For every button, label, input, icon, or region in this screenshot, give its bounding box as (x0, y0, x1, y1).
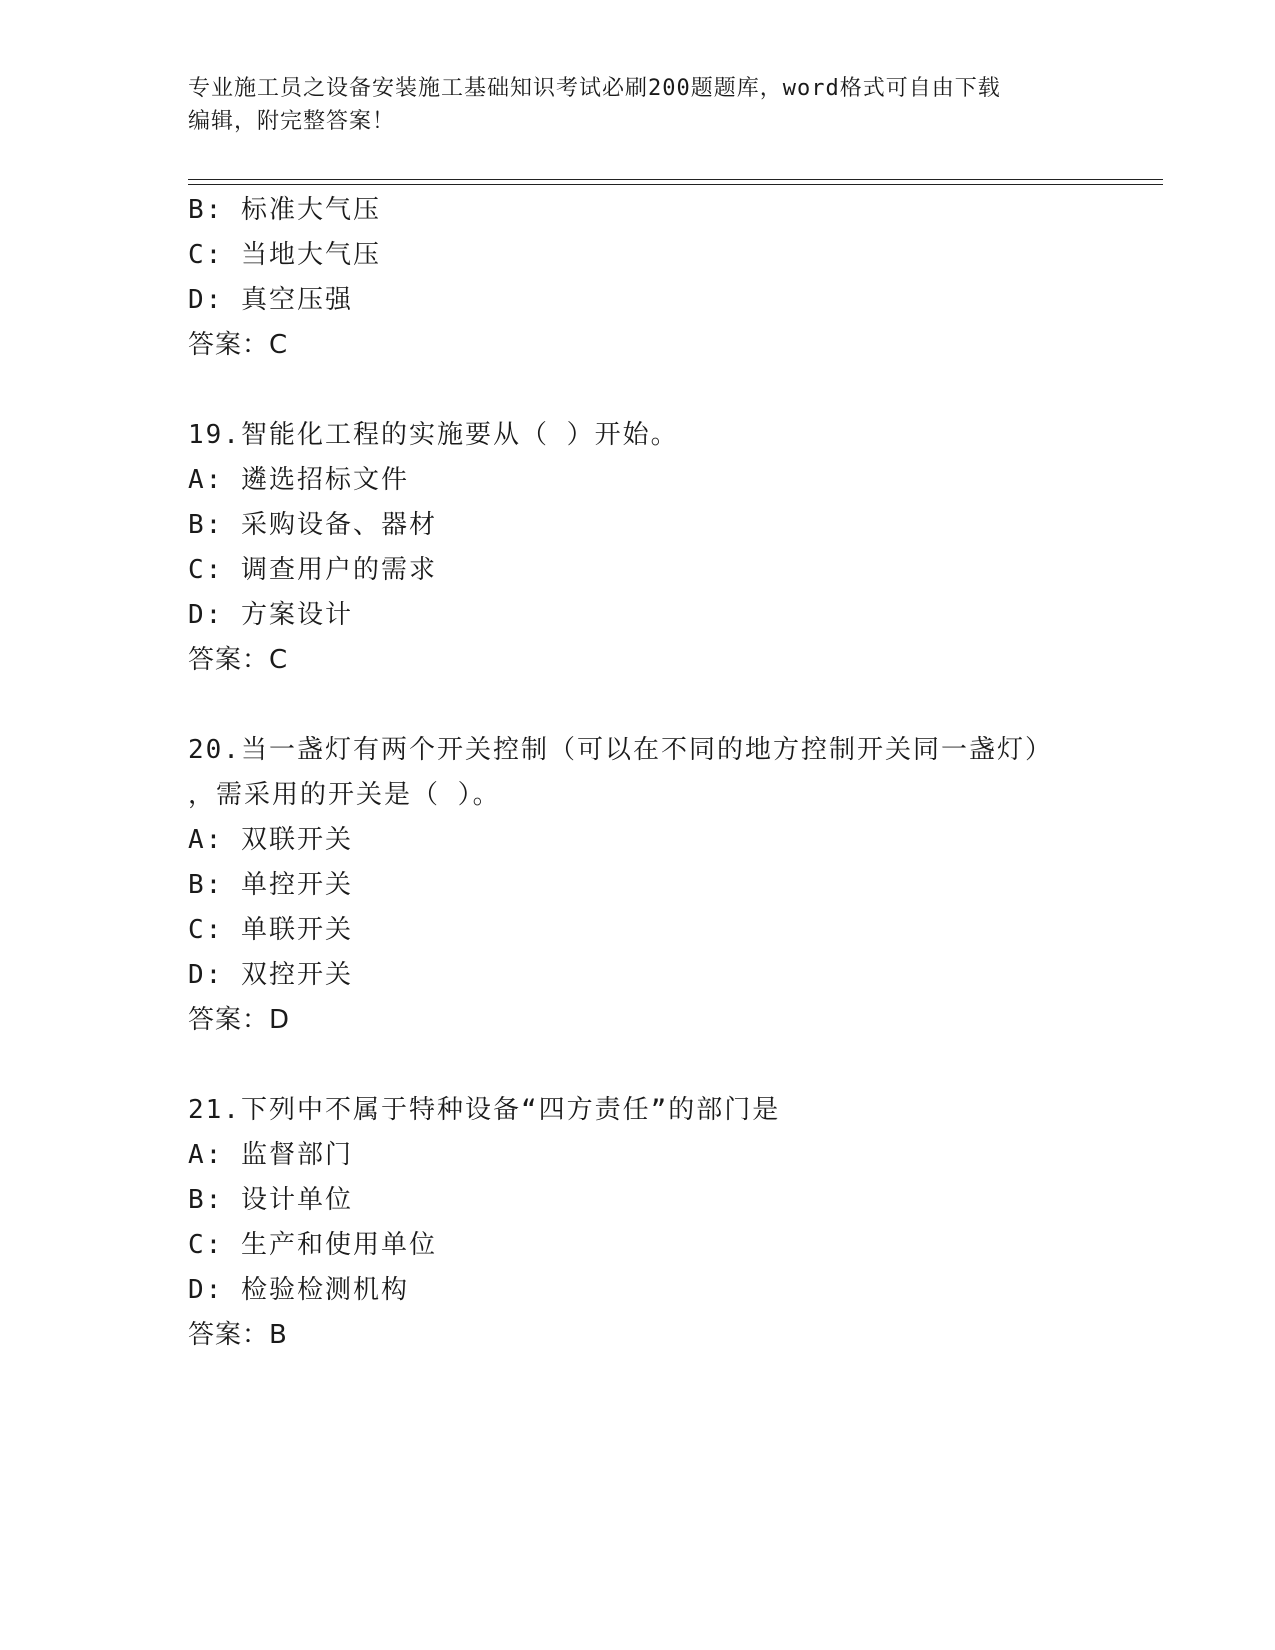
q20-option-c: C: 单联开关 (188, 915, 353, 945)
q21-answer: 答案：B (188, 1320, 288, 1350)
header-divider-top (188, 179, 1163, 180)
q18-answer: 答案：C (188, 330, 289, 360)
q21-option-a: A: 监督部门 (188, 1140, 353, 1170)
q18-option-d: D: 真空压强 (188, 285, 353, 315)
document-header (188, 72, 1088, 138)
q21-option-d: D: 检验检测机构 (188, 1275, 409, 1305)
header-line-1: 专业施工员之设备安装施工基础知识考试必刷200题题库，word格式可自由下载 (188, 76, 1001, 101)
q20-option-d: D: 双控开关 (188, 960, 353, 990)
q19-option-d: D: 方案设计 (188, 600, 353, 630)
q19-answer: 答案：C (188, 645, 289, 675)
q20-question-line-1: 20.当一盏灯有两个开关控制（可以在不同的地方控制开关同一盏灯） (188, 735, 1053, 765)
q19-option-b: B: 采购设备、器材 (188, 510, 437, 540)
q20-option-a: A: 双联开关 (188, 825, 353, 855)
header-line-2: 编辑，附完整答案！ (188, 109, 396, 134)
q21-question: 21.下列中不属于特种设备“四方责任”的部门是 (188, 1095, 781, 1125)
q19-option-c: C: 调查用户的需求 (188, 555, 437, 585)
q19-question: 19.智能化工程的实施要从（ ）开始。 (188, 420, 679, 450)
q21-option-c: C: 生产和使用单位 (188, 1230, 437, 1260)
q18-option-b: B: 标准大气压 (188, 195, 381, 225)
q20-answer: 答案：D (188, 1005, 291, 1035)
q18-option-c: C: 当地大气压 (188, 240, 381, 270)
q21-option-b: B: 设计单位 (188, 1185, 353, 1215)
q19-option-a: A: 遴选招标文件 (188, 465, 409, 495)
q20-option-b: B: 单控开关 (188, 870, 353, 900)
header-divider-bottom (188, 184, 1163, 185)
q20-question-line-2: ，需采用的开关是（ ）。 (188, 780, 501, 810)
